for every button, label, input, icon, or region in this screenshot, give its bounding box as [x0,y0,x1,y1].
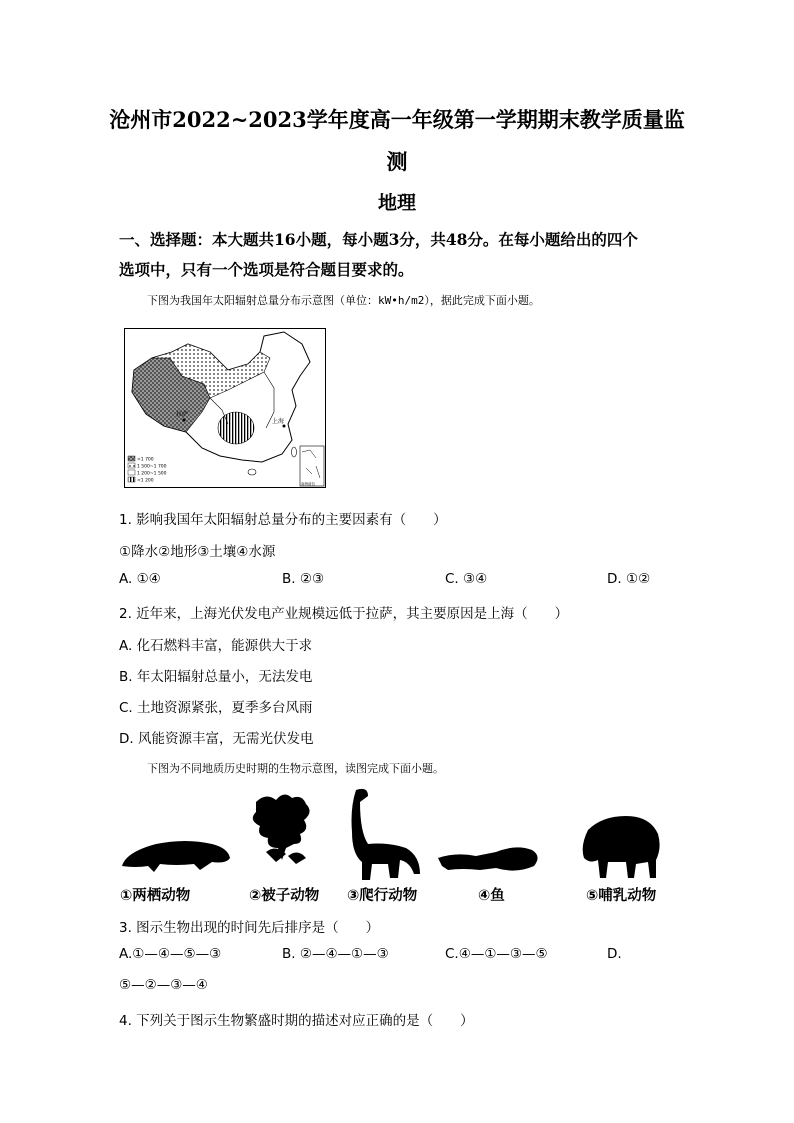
legend-item: 1 200~1 500 [137,471,167,477]
question-4-stem: 4. 下列关于图示生物繁盛时期的描述对应正确的是（ ） [119,1013,474,1029]
shanghai-label: 上海 [272,418,285,425]
q2-option-d: D. 风能资源丰富，无需光伏发电 [119,731,314,747]
legend-item: >1 700 [137,457,154,463]
amphibian-silhouette [122,841,230,872]
animal-label-mammal: ⑤哺乳动物 [586,888,657,904]
fish-silhouette [438,847,538,870]
angiosperm-silhouette [253,794,310,864]
q3-option-b: B. ②—④—①—③ [282,946,389,962]
q3-option-c: C.④—①—③—⑤ [445,946,548,962]
page-title-line2: 测 [386,149,408,174]
q1-option-b: B. ②③ [282,571,325,587]
question-2-stem: 2. 近年来，上海光伏发电产业规模远低于拉萨，其主要原因是上海（ ） [119,606,569,622]
animal-label-amphibian: ①两栖动物 [120,888,191,904]
intro-solar-map: 下图为我国年太阳辐射总量分布示意图（单位：kW•h/m2），据此完成下面小题。 [147,294,540,307]
question-1-stem: 1. 影响我国年太阳辐射总量分布的主要因素有（ ） [119,512,447,528]
question-3-stem: 3. 图示生物出现的时间先后排序是（ ） [119,920,380,936]
q1-option-a: A. ①④ [119,571,161,587]
question-1-items: ①降水②地形③土壤④水源 [119,544,276,560]
animal-label-fish: ④鱼 [478,888,505,904]
reptile-silhouette [352,789,421,880]
animal-label-angiosperm: ②被子动物 [249,888,320,904]
q1-option-d: D. ①② [607,571,651,587]
q3-option-a: A.①—④—⑤—③ [119,946,222,962]
intro-fossil-figure: 下图为不同地质历史时期的生物示意图，读图完成下面小题。 [147,762,444,775]
inset-label: 南海诸岛 [301,482,315,486]
q3-option-d-continued: ⑤—②—③—④ [119,977,208,993]
section-heading-line1: 一、选择题：本大题共16小题，每小题3分，共48分。在每小题给出的四个 [119,230,638,249]
q3-option-d: D. [607,946,622,962]
q2-option-a: A. 化石燃料丰富，能源供大于求 [119,638,313,654]
solar-radiation-map [124,328,326,488]
subject-title: 地理 [377,192,416,214]
q2-option-c: C. 土地资源紧张，夏季多台风雨 [119,700,313,716]
q2-option-b: B. 年太阳辐射总量小，无法发电 [119,669,313,685]
legend-item: 1 500~1 700 [137,464,167,470]
mammal-silhouette [583,816,660,878]
animal-label-reptile: ③爬行动物 [347,888,418,904]
page-title-line1: 沧州市2022~2023学年度高一年级第一学期期末教学质量监 [109,107,685,132]
lhasa-label: 拉萨 [176,411,189,418]
legend-item: <1 200 [137,478,154,484]
q1-option-c: C. ③④ [445,571,488,587]
section-heading-line2: 选项中，只有一个选项是符合题目要求的。 [119,260,414,279]
